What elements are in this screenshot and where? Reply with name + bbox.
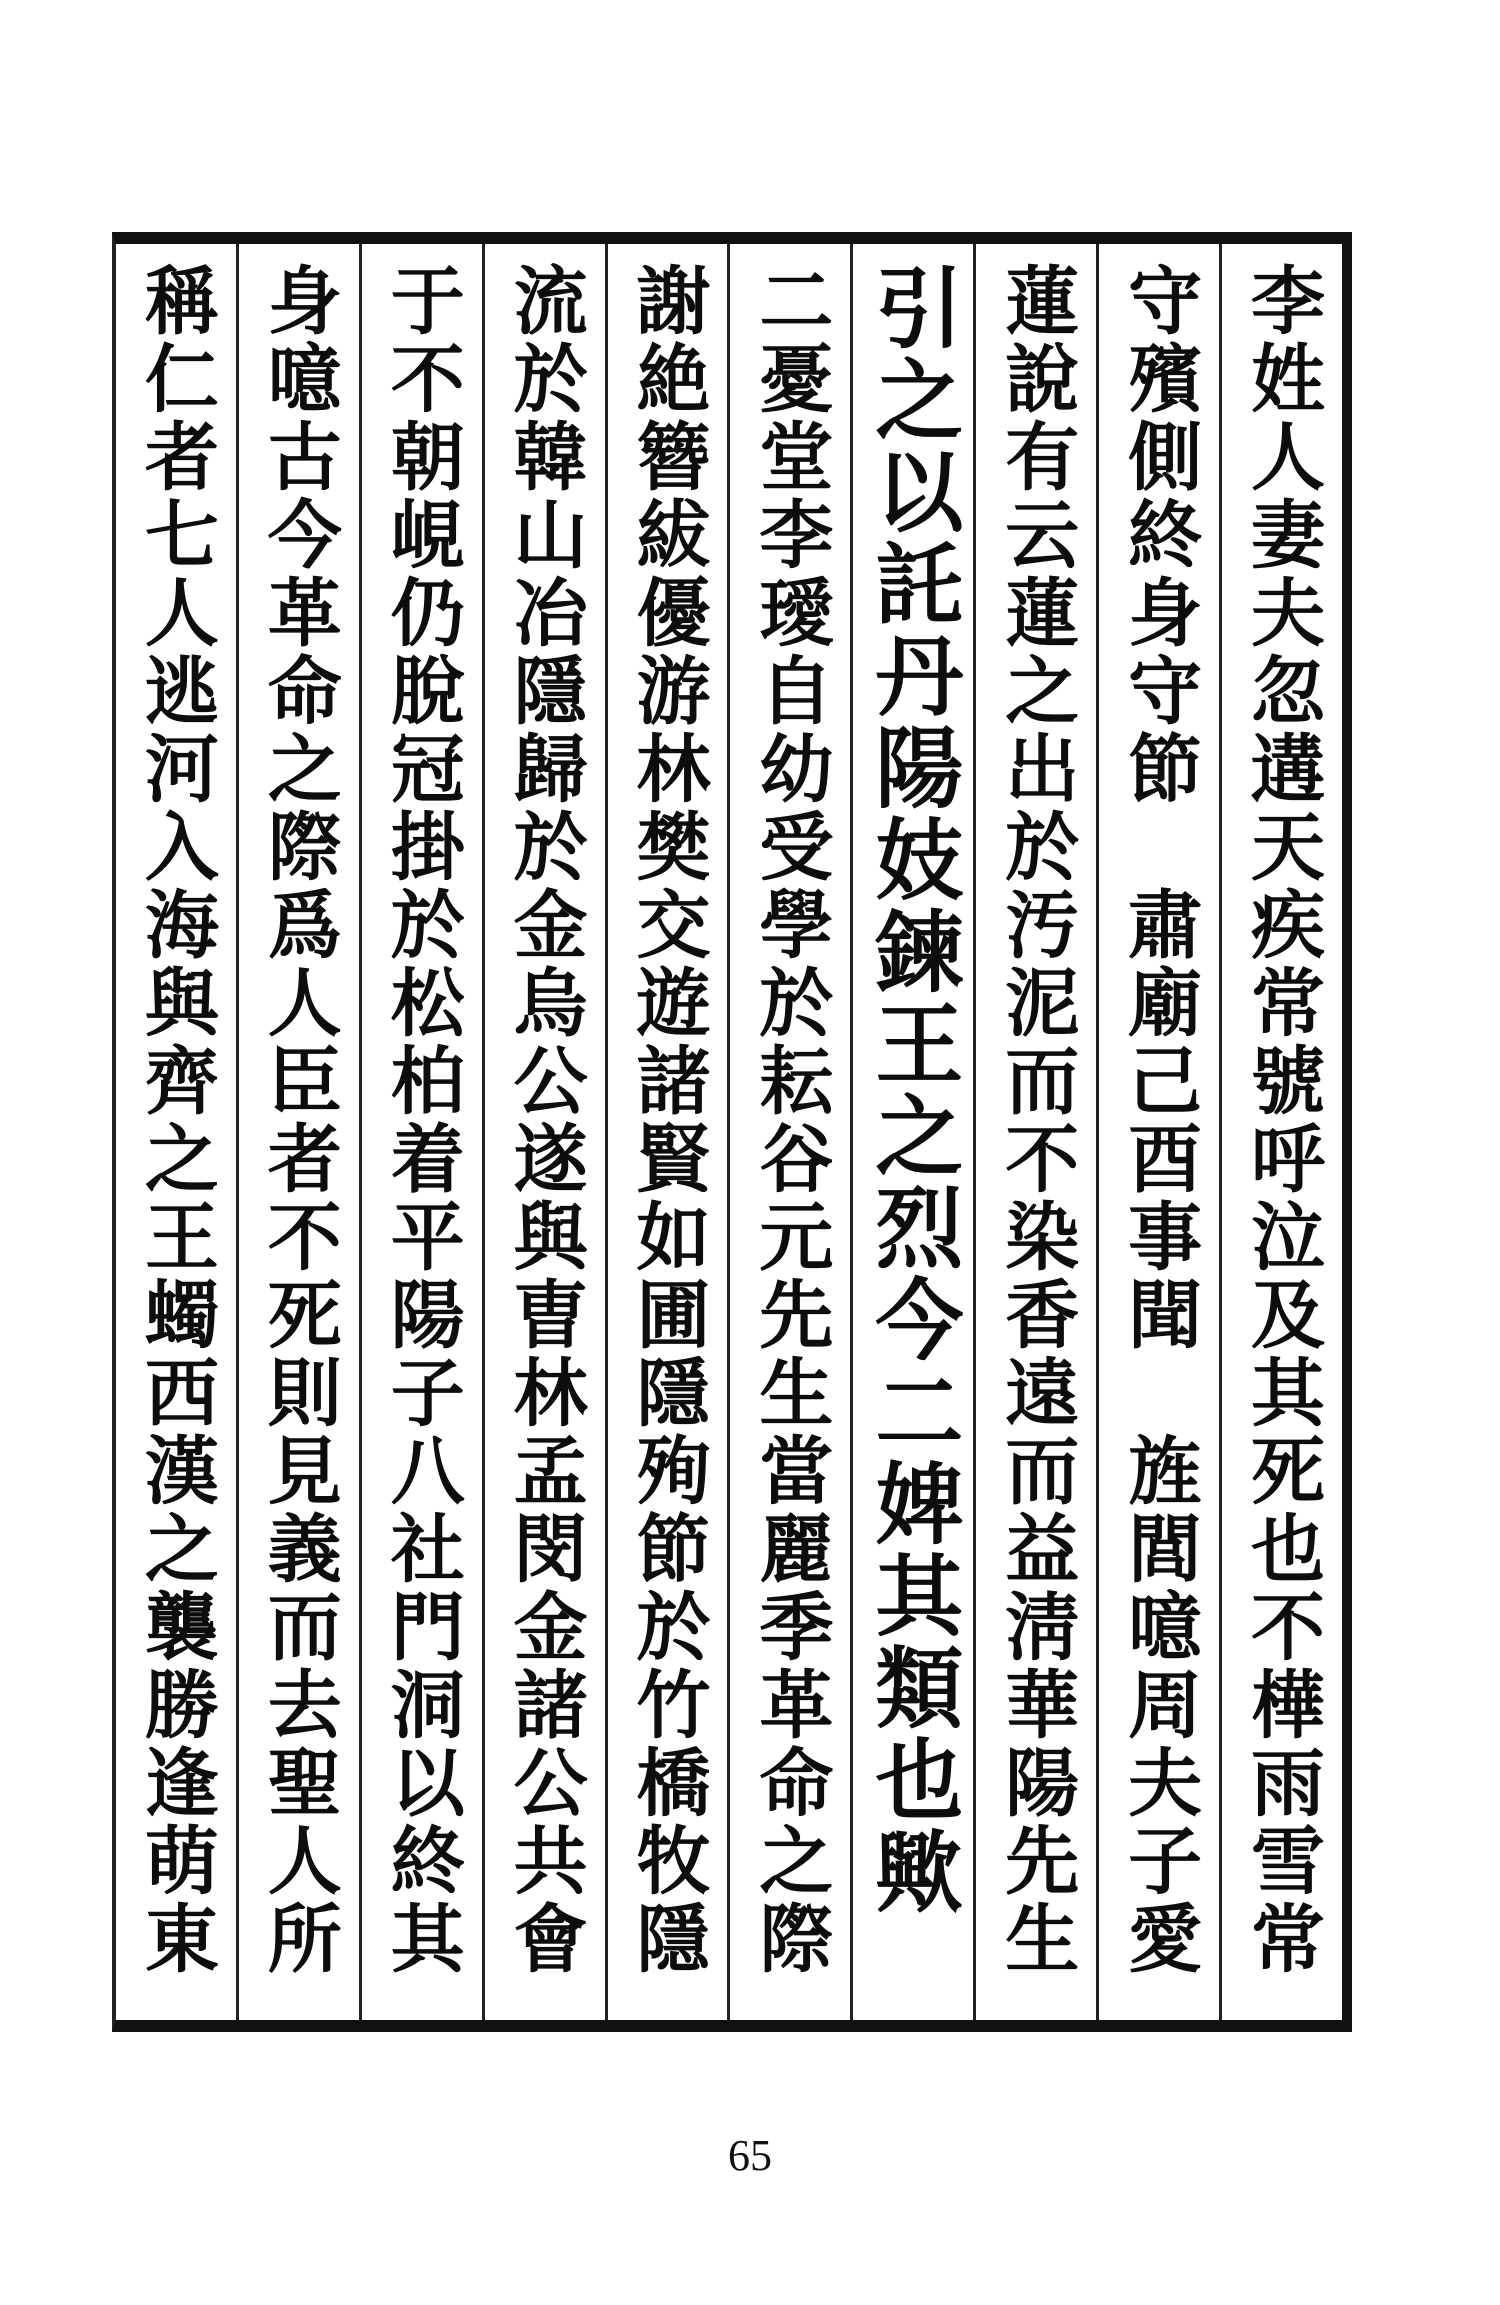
page-frame [112,232,1352,2032]
column-text: 李姓人妻夫忽遘天疾常號呼泣及其死也不樺雨雪常 [1239,262,1326,1978]
text-column [482,244,605,2020]
column-text: 謝絶簪紱優游林樊交遊諸賢如圃隱殉節於竹橋牧隱 [624,262,711,1978]
text-column [359,244,482,2020]
column-text: 守殯側終身守節 肅廟己酉事聞 旌閭噫周夫子愛 [1116,262,1203,1978]
column-text: 于不朝峴仍脫冠掛於松柏着平陽子八社門洞以終其 [378,262,465,1978]
text-column [605,244,728,2020]
page-number: 65 [728,2131,772,2180]
column-text: 稱仁者七人逃河入海與齊之王蠋西漢之襲勝逢萌東 [132,262,219,1978]
column-text: 引之以託丹陽妓鍊王之烈今二婢其類也歟 [861,262,966,1918]
text-column [850,244,973,2020]
text-column [973,244,1096,2020]
column-text: 蓮說有云蓮之出於汚泥而不染香遠而益淸華陽先生 [993,262,1080,1978]
column-text: 流於韓山冶隱歸於金烏公遂與曺林孟閔金諸公共會 [501,262,588,1978]
text-column [727,244,850,2020]
column-text: 身噫古今革命之際爲人臣者不死則見義而去聖人所 [255,262,342,1978]
text-column [236,244,359,2020]
text-column [116,244,236,2020]
column-text: 二憂堂李璦自幼受學於耘谷元先生當麗季革命之際 [747,262,834,1978]
text-columns [116,244,1342,2020]
text-column [1219,244,1342,2020]
text-column [1096,244,1219,2020]
